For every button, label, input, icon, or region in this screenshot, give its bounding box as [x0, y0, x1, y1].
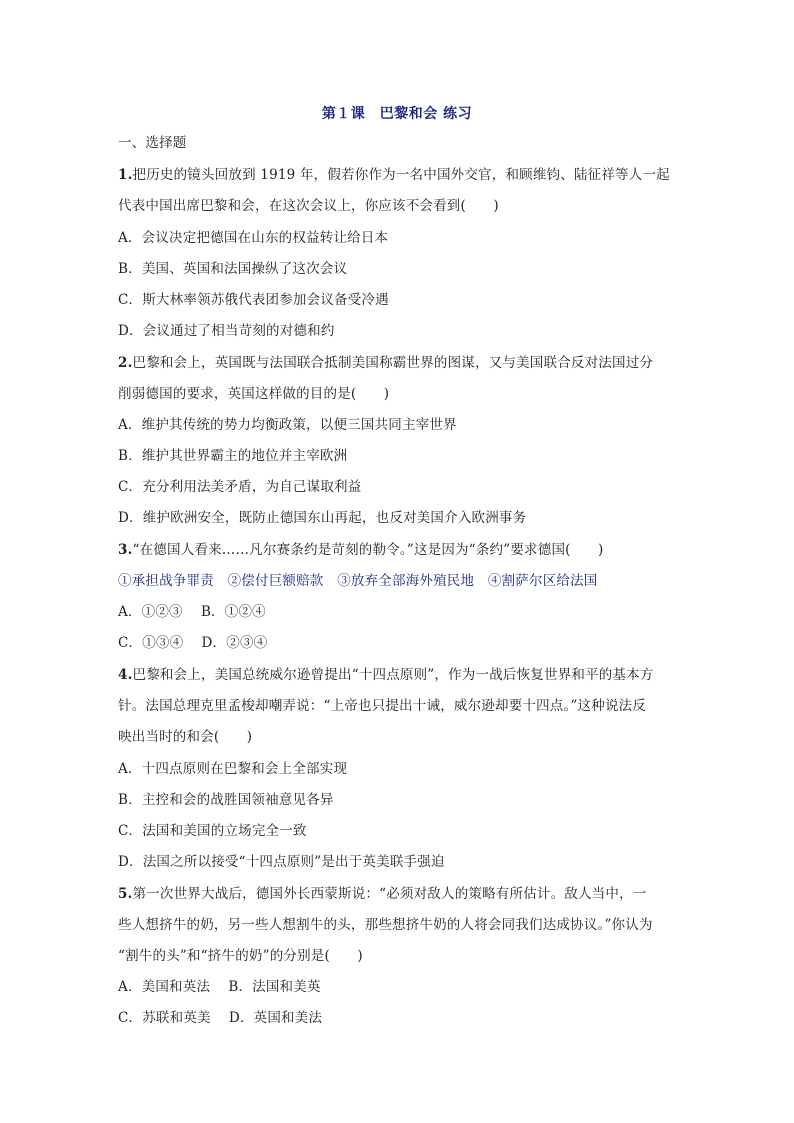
option-a: A．维护其传统的势力均衡政策，以便三国共同主宰世界 [118, 417, 457, 433]
option-d: D．维护欧洲安全，既防止德国东山再起，也反对美国介入欧洲事务 [118, 510, 527, 526]
section-heading: 一、选择题 [118, 135, 187, 151]
option-d: D．会议通过了相当苛刻的对德和约 [118, 323, 335, 339]
page-title: 第１课 巴黎和会 练习 [321, 106, 473, 122]
question-number: 3. [118, 542, 133, 558]
question-number: 5. [118, 886, 133, 902]
question-4 [118, 666, 654, 684]
question-text: “在德国人看来……凡尔赛条约是苛刻的勒令。”这是因为“条约”要求德国( ) [132, 542, 604, 558]
question-text: 代表中国出席巴黎和会，在这次会议上，你应该不会看到( ) [118, 198, 499, 214]
option-d: D．法国之所以接受“十四点原则”是出于英美联手强迫 [118, 854, 445, 870]
question-number: 1. [118, 167, 133, 183]
question-text: 巴黎和会上，英国既与法国联合抵制美国称霸世界的图谋，又与美国联合反对法国过分 [132, 355, 654, 371]
option-c: C．法国和美国的立场完全一致 [118, 823, 307, 839]
question-text: 些人想挤牛的奶，另一些人想割牛的头，那些想挤牛奶的人将会同我们达成协议。”你认为 [118, 917, 653, 933]
question-text: “割牛的头”和“挤牛的奶”的分别是( ) [118, 948, 363, 964]
option-b: B．主控和会的战胜国领袖意见各异 [118, 792, 334, 808]
option-b: B．美国、英国和法国操纵了这次会议 [118, 261, 348, 277]
option-c: C．充分利用法美矛盾，为自己谋取利益 [118, 479, 362, 495]
question-text: 映出当时的和会( ) [118, 729, 253, 745]
option-cd: C．①③④ D．②③④ [118, 635, 268, 651]
option-ab: A．①②③ B．①②④ [118, 604, 266, 620]
option-a: A．十四点原则在巴黎和会上全部实现 [118, 761, 348, 777]
question-2 [118, 354, 653, 372]
question-3 [118, 541, 604, 559]
question-text: 巴黎和会上，美国总统威尔逊曾提出“十四点原则”，作为一战后恢复世界和平的基本方 [132, 667, 654, 683]
question-1 [118, 166, 670, 184]
question-number: 2. [118, 355, 133, 371]
question-items: ①承担战争罪责 ②偿付巨额赔款 ③放弃全部海外殖民地 ④割萨尔区给法国 [118, 573, 598, 589]
question-text: 削弱德国的要求，英国这样做的目的是( ) [118, 386, 390, 402]
question-text: 针。法国总理克里孟梭却嘲弄说：“上帝也只提出十诫，威尔逊却要十四点。”这种说法反 [118, 698, 647, 714]
option-ab: A．美国和英法 B．法国和美英 [118, 979, 321, 995]
option-a: A．会议决定把德国在山东的权益转让给日本 [118, 230, 389, 246]
question-text: 把历史的镜头回放到 1919 年，假若你作为一名中国外交官，和顾维钧、陆征祥等人一起 [132, 167, 670, 183]
option-c: C．斯大林率领苏俄代表团参加会议备受冷遇 [118, 292, 389, 308]
option-b: B．维护其世界霸主的地位并主宰欧洲 [118, 448, 348, 464]
question-number: 4. [118, 667, 133, 683]
question-5 [118, 885, 647, 903]
question-text: 第一次世界大战后，德国外长西蒙斯说：“必须对敌人的策略有所估计。敌人当中，一 [132, 886, 647, 902]
option-cd: C．苏联和英美 D．英国和美法 [118, 1010, 323, 1026]
